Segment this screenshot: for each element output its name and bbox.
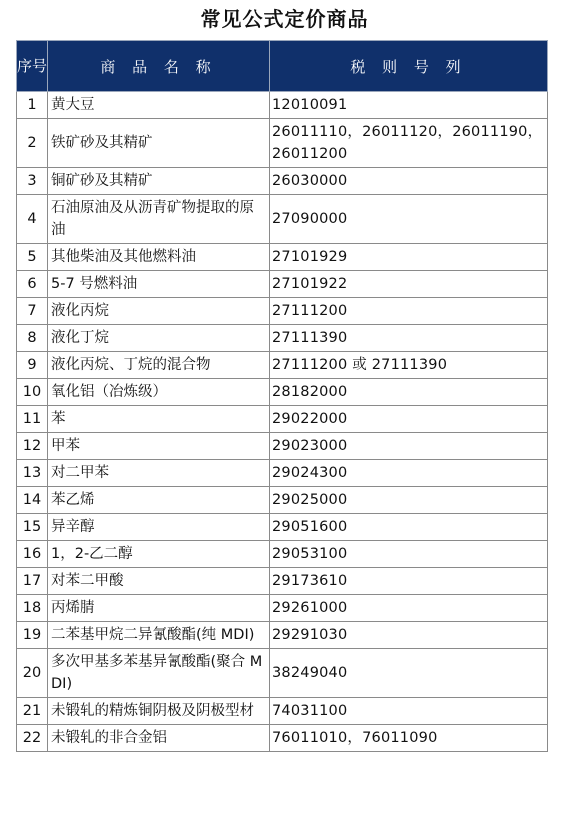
row-serial-number: 9 <box>17 352 48 379</box>
table-row <box>17 460 548 487</box>
table-row <box>17 725 548 752</box>
row-serial-number: 6 <box>17 271 48 298</box>
row-serial-number: 22 <box>17 725 48 752</box>
table-row <box>17 595 548 622</box>
table-row <box>17 568 548 595</box>
row-commodity-name: 对苯二甲酸 <box>48 568 270 595</box>
table-row <box>17 119 548 168</box>
row-tariff-code: 27111200 <box>270 298 548 325</box>
table-row <box>17 406 548 433</box>
row-tariff-code: 76011010，76011090 <box>270 725 548 752</box>
row-serial-number: 12 <box>17 433 48 460</box>
row-tariff-code: 29053100 <box>270 541 548 568</box>
table-row <box>17 433 548 460</box>
row-serial-number: 7 <box>17 298 48 325</box>
row-serial-number: 1 <box>17 92 48 119</box>
row-commodity-name: 多次甲基多苯基异氰酸酯(聚合 MDI) <box>48 649 270 698</box>
row-tariff-code: 27101929 <box>270 244 548 271</box>
row-serial-number: 3 <box>17 168 48 195</box>
row-commodity-name: 其他柴油及其他燃料油 <box>48 244 270 271</box>
row-commodity-name: 石油原油及从沥青矿物提取的原油 <box>48 195 270 244</box>
row-serial-number: 11 <box>17 406 48 433</box>
table-row <box>17 352 548 379</box>
table-row <box>17 379 548 406</box>
row-commodity-name: 1，2-乙二醇 <box>48 541 270 568</box>
row-tariff-code: 38249040 <box>270 649 548 698</box>
table-row <box>17 195 548 244</box>
row-commodity-name: 二苯基甲烷二异氰酸酯(纯 MDI) <box>48 622 270 649</box>
row-commodity-name: 液化丁烷 <box>48 325 270 352</box>
table-row <box>17 622 548 649</box>
row-tariff-code: 29023000 <box>270 433 548 460</box>
row-serial-number: 14 <box>17 487 48 514</box>
row-tariff-code: 12010091 <box>270 92 548 119</box>
row-serial-number: 21 <box>17 698 48 725</box>
table-row <box>17 487 548 514</box>
row-tariff-code: 74031100 <box>270 698 548 725</box>
row-serial-number: 10 <box>17 379 48 406</box>
row-commodity-name: 未锻轧的精炼铜阴极及阴极型材 <box>48 698 270 725</box>
commodity-table <box>16 40 548 752</box>
row-tariff-code: 29291030 <box>270 622 548 649</box>
row-commodity-name: 甲苯 <box>48 433 270 460</box>
table-header-row <box>17 41 548 92</box>
table-row <box>17 271 548 298</box>
row-commodity-name: 丙烯腈 <box>48 595 270 622</box>
row-tariff-code: 29261000 <box>270 595 548 622</box>
row-serial-number: 19 <box>17 622 48 649</box>
table-row <box>17 325 548 352</box>
header-commodity-name: 商 品 名 称 <box>48 41 270 92</box>
table-row <box>17 649 548 698</box>
row-serial-number: 17 <box>17 568 48 595</box>
row-tariff-code: 27090000 <box>270 195 548 244</box>
row-commodity-name: 苯乙烯 <box>48 487 270 514</box>
table-row <box>17 541 548 568</box>
row-commodity-name: 5-7 号燃料油 <box>48 271 270 298</box>
row-tariff-code: 29025000 <box>270 487 548 514</box>
row-tariff-code: 29051600 <box>270 514 548 541</box>
table-row <box>17 168 548 195</box>
row-tariff-code: 27111390 <box>270 325 548 352</box>
table-row <box>17 92 548 119</box>
table-row <box>17 244 548 271</box>
table-row <box>17 698 548 725</box>
row-commodity-name: 对二甲苯 <box>48 460 270 487</box>
table-row <box>17 298 548 325</box>
row-serial-number: 15 <box>17 514 48 541</box>
row-commodity-name: 异辛醇 <box>48 514 270 541</box>
row-serial-number: 16 <box>17 541 48 568</box>
row-serial-number: 4 <box>17 195 48 244</box>
row-serial-number: 13 <box>17 460 48 487</box>
table-row <box>17 514 548 541</box>
row-serial-number: 5 <box>17 244 48 271</box>
row-tariff-code: 29173610 <box>270 568 548 595</box>
row-serial-number: 2 <box>17 119 48 168</box>
row-serial-number: 20 <box>17 649 48 698</box>
row-commodity-name: 铁矿砂及其精矿 <box>48 119 270 168</box>
row-commodity-name: 液化丙烷 <box>48 298 270 325</box>
row-tariff-code: 27101922 <box>270 271 548 298</box>
row-tariff-code: 27111200 或 27111390 <box>270 352 548 379</box>
row-commodity-name: 铜矿砂及其精矿 <box>48 168 270 195</box>
row-tariff-code: 26030000 <box>270 168 548 195</box>
row-tariff-code: 26011110，26011120，26011190，26011200 <box>270 119 548 168</box>
header-tariff-code: 税 则 号 列 <box>270 41 548 92</box>
row-commodity-name: 氧化铝（冶炼级） <box>48 379 270 406</box>
header-serial-number: 序号 <box>17 41 48 92</box>
row-tariff-code: 29022000 <box>270 406 548 433</box>
row-tariff-code: 29024300 <box>270 460 548 487</box>
page-title: 常见公式定价商品 <box>200 7 369 31</box>
row-tariff-code: 28182000 <box>270 379 548 406</box>
row-serial-number: 18 <box>17 595 48 622</box>
row-serial-number: 8 <box>17 325 48 352</box>
row-commodity-name: 苯 <box>48 406 270 433</box>
row-commodity-name: 未锻轧的非合金铝 <box>48 725 270 752</box>
row-commodity-name: 液化丙烷、丁烷的混合物 <box>48 352 270 379</box>
row-commodity-name: 黄大豆 <box>48 92 270 119</box>
table-body <box>17 92 548 752</box>
